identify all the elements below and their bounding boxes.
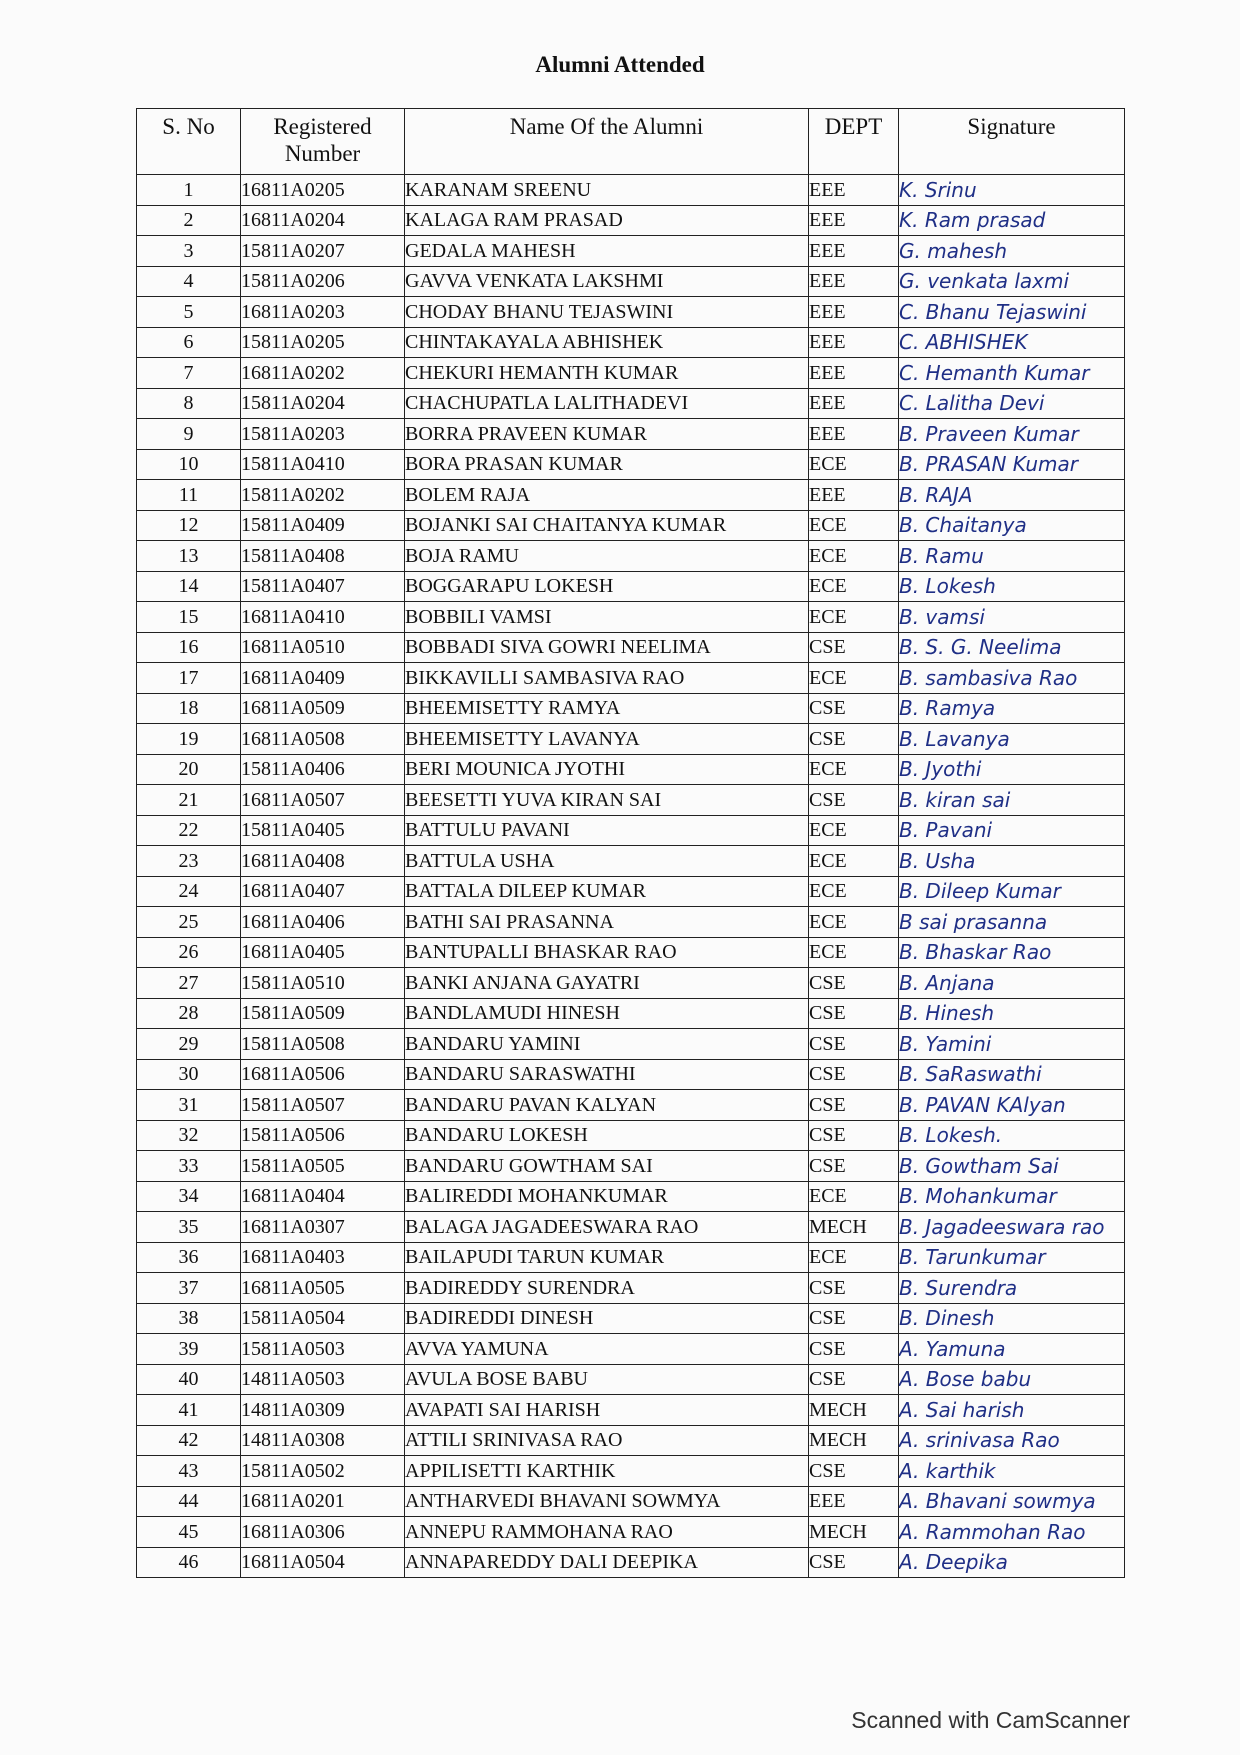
cell-dept: CSE: [809, 1090, 899, 1121]
cell-sno: 5: [137, 297, 241, 328]
cell-registered-number: 15811A0203: [241, 419, 405, 450]
cell-sno: 15: [137, 602, 241, 633]
cell-dept: CSE: [809, 693, 899, 724]
cell-registered-number: 16811A0404: [241, 1181, 405, 1212]
cell-dept: CSE: [809, 1334, 899, 1365]
cell-signature: B. Yamini: [899, 1029, 1125, 1060]
cell-registered-number: 16811A0409: [241, 663, 405, 694]
cell-name: BHEEMISETTY LAVANYA: [405, 724, 809, 755]
cell-name: BOGGARAPU LOKESH: [405, 571, 809, 602]
cell-dept: EEE: [809, 266, 899, 297]
cell-name: BOJANKI SAI CHAITANYA KUMAR: [405, 510, 809, 541]
cell-dept: CSE: [809, 785, 899, 816]
cell-dept: ECE: [809, 571, 899, 602]
cell-registered-number: 16811A0506: [241, 1059, 405, 1090]
cell-name: BATTULU PAVANI: [405, 815, 809, 846]
table-row: [137, 1151, 1125, 1182]
cell-name: ANNEPU RAMMOHANA RAO: [405, 1517, 809, 1548]
cell-signature: A. Bhavani sowmya: [899, 1486, 1125, 1517]
cell-dept: MECH: [809, 1425, 899, 1456]
cell-dept: MECH: [809, 1212, 899, 1243]
cell-signature: C. Hemanth Kumar: [899, 358, 1125, 389]
cell-sno: 23: [137, 846, 241, 877]
page-title: Alumni Attended: [535, 52, 705, 77]
cell-sno: 42: [137, 1425, 241, 1456]
cell-registered-number: 16811A0203: [241, 297, 405, 328]
cell-name: BOBBILI VAMSI: [405, 602, 809, 633]
cell-dept: EEE: [809, 388, 899, 419]
cell-name: BADIREDDI DINESH: [405, 1303, 809, 1334]
cell-signature: B. Dileep Kumar: [899, 876, 1125, 907]
cell-signature: A. karthik: [899, 1456, 1125, 1487]
cell-dept: CSE: [809, 1456, 899, 1487]
cell-signature: A. srinivasa Rao: [899, 1425, 1125, 1456]
cell-registered-number: 15811A0508: [241, 1029, 405, 1060]
cell-sno: 45: [137, 1517, 241, 1548]
header-signature: Signature: [899, 109, 1125, 175]
cell-sno: 34: [137, 1181, 241, 1212]
cell-signature: B. PAVAN KAlyan: [899, 1090, 1125, 1121]
cell-dept: ECE: [809, 876, 899, 907]
cell-signature: B. Dinesh: [899, 1303, 1125, 1334]
cell-name: BORRA PRAVEEN KUMAR: [405, 419, 809, 450]
table-row: [137, 1456, 1125, 1487]
cell-dept: MECH: [809, 1517, 899, 1548]
cell-name: AVVA YAMUNA: [405, 1334, 809, 1365]
table-row: [137, 1486, 1125, 1517]
cell-sno: 35: [137, 1212, 241, 1243]
cell-dept: ECE: [809, 510, 899, 541]
table-row: [137, 1242, 1125, 1273]
cell-dept: ECE: [809, 1181, 899, 1212]
cell-signature: B. Praveen Kumar: [899, 419, 1125, 450]
table-row: [137, 1212, 1125, 1243]
cell-name: BOLEM RAJA: [405, 480, 809, 511]
cell-sno: 26: [137, 937, 241, 968]
cell-dept: ECE: [809, 449, 899, 480]
cell-name: BALIREDDI MOHANKUMAR: [405, 1181, 809, 1212]
cell-registered-number: 16811A0403: [241, 1242, 405, 1273]
cell-signature: B. SaRaswathi: [899, 1059, 1125, 1090]
cell-name: KALAGA RAM PRASAD: [405, 205, 809, 236]
table-row: [137, 846, 1125, 877]
cell-dept: CSE: [809, 632, 899, 663]
cell-signature: C. ABHISHEK: [899, 327, 1125, 358]
cell-dept: CSE: [809, 968, 899, 999]
cell-name: APPILISETTI KARTHIK: [405, 1456, 809, 1487]
cell-registered-number: 16811A0201: [241, 1486, 405, 1517]
cell-sno: 9: [137, 419, 241, 450]
cell-signature: B. Mohankumar: [899, 1181, 1125, 1212]
cell-sno: 27: [137, 968, 241, 999]
cell-registered-number: 15811A0407: [241, 571, 405, 602]
cell-registered-number: 15811A0406: [241, 754, 405, 785]
cell-registered-number: 15811A0205: [241, 327, 405, 358]
cell-signature: G. venkata laxmi: [899, 266, 1125, 297]
cell-sno: 18: [137, 693, 241, 724]
table-row: [137, 1303, 1125, 1334]
cell-signature: K. Srinu: [899, 175, 1125, 206]
table-row: [137, 205, 1125, 236]
cell-name: CHODAY BHANU TEJASWINI: [405, 297, 809, 328]
cell-registered-number: 16811A0204: [241, 205, 405, 236]
table-row: [137, 1273, 1125, 1304]
table-row: [137, 907, 1125, 938]
cell-sno: 16: [137, 632, 241, 663]
table-row: [137, 1395, 1125, 1426]
cell-registered-number: 15811A0510: [241, 968, 405, 999]
cell-signature: B. Jagadeeswara rao: [899, 1212, 1125, 1243]
cell-sno: 7: [137, 358, 241, 389]
cell-name: BANDARU PAVAN KALYAN: [405, 1090, 809, 1121]
table-row: [137, 663, 1125, 694]
cell-sno: 6: [137, 327, 241, 358]
table-row: [137, 571, 1125, 602]
table-row: [137, 266, 1125, 297]
cell-dept: CSE: [809, 998, 899, 1029]
cell-name: BATTALA DILEEP KUMAR: [405, 876, 809, 907]
scanner-watermark: Scanned with CamScanner: [851, 1707, 1130, 1733]
cell-registered-number: 16811A0306: [241, 1517, 405, 1548]
cell-registered-number: 15811A0202: [241, 480, 405, 511]
cell-registered-number: 16811A0510: [241, 632, 405, 663]
cell-signature: B. S. G. Neelima: [899, 632, 1125, 663]
cell-name: ANNAPAREDDY DALI DEEPIKA: [405, 1547, 809, 1578]
table-row: [137, 236, 1125, 267]
cell-registered-number: 16811A0407: [241, 876, 405, 907]
cell-dept: ECE: [809, 907, 899, 938]
cell-signature: A. Rammohan Rao: [899, 1517, 1125, 1548]
cell-name: BANDARU GOWTHAM SAI: [405, 1151, 809, 1182]
cell-signature: B. Lokesh: [899, 571, 1125, 602]
cell-dept: EEE: [809, 205, 899, 236]
cell-sno: 4: [137, 266, 241, 297]
table-header-row: [137, 109, 1125, 175]
table-row: [137, 1425, 1125, 1456]
cell-registered-number: 15811A0502: [241, 1456, 405, 1487]
cell-signature: B. PRASAN Kumar: [899, 449, 1125, 480]
cell-dept: CSE: [809, 1303, 899, 1334]
cell-sno: 20: [137, 754, 241, 785]
cell-sno: 3: [137, 236, 241, 267]
cell-signature: A. Sai harish: [899, 1395, 1125, 1426]
cell-signature: B. Ramya: [899, 693, 1125, 724]
cell-sno: 32: [137, 1120, 241, 1151]
cell-name: BHEEMISETTY RAMYA: [405, 693, 809, 724]
cell-registered-number: 16811A0205: [241, 175, 405, 206]
cell-signature: B. Gowtham Sai: [899, 1151, 1125, 1182]
cell-registered-number: 16811A0406: [241, 907, 405, 938]
table-row: [137, 1547, 1125, 1578]
table-row: [137, 1090, 1125, 1121]
cell-dept: CSE: [809, 1151, 899, 1182]
cell-registered-number: 15811A0409: [241, 510, 405, 541]
cell-sno: 22: [137, 815, 241, 846]
cell-dept: MECH: [809, 1395, 899, 1426]
cell-sno: 41: [137, 1395, 241, 1426]
cell-sno: 38: [137, 1303, 241, 1334]
cell-signature: A. Yamuna: [899, 1334, 1125, 1365]
cell-dept: ECE: [809, 846, 899, 877]
cell-registered-number: 16811A0405: [241, 937, 405, 968]
cell-signature: B. vamsi: [899, 602, 1125, 633]
cell-signature: B. Surendra: [899, 1273, 1125, 1304]
cell-name: BAILAPUDI TARUN KUMAR: [405, 1242, 809, 1273]
cell-sno: 14: [137, 571, 241, 602]
table-row: [137, 998, 1125, 1029]
cell-sno: 25: [137, 907, 241, 938]
cell-signature: B. Bhaskar Rao: [899, 937, 1125, 968]
cell-signature: B. Hinesh: [899, 998, 1125, 1029]
cell-name: BANKI ANJANA GAYATRI: [405, 968, 809, 999]
table-row: [137, 480, 1125, 511]
cell-registered-number: 14811A0308: [241, 1425, 405, 1456]
cell-registered-number: 16811A0509: [241, 693, 405, 724]
cell-sno: 37: [137, 1273, 241, 1304]
cell-sno: 21: [137, 785, 241, 816]
table-row: [137, 815, 1125, 846]
cell-sno: 10: [137, 449, 241, 480]
cell-dept: EEE: [809, 480, 899, 511]
table-row: [137, 1364, 1125, 1395]
cell-name: BATHI SAI PRASANNA: [405, 907, 809, 938]
cell-name: BERI MOUNICA JYOTHI: [405, 754, 809, 785]
cell-name: BANDARU LOKESH: [405, 1120, 809, 1151]
cell-name: GAVVA VENKATA LAKSHMI: [405, 266, 809, 297]
cell-registered-number: 16811A0507: [241, 785, 405, 816]
cell-registered-number: 15811A0504: [241, 1303, 405, 1334]
cell-sno: 46: [137, 1547, 241, 1578]
cell-dept: ECE: [809, 754, 899, 785]
cell-registered-number: 15811A0509: [241, 998, 405, 1029]
cell-sno: 44: [137, 1486, 241, 1517]
cell-dept: EEE: [809, 297, 899, 328]
cell-registered-number: 16811A0410: [241, 602, 405, 633]
cell-sno: 11: [137, 480, 241, 511]
cell-dept: CSE: [809, 1273, 899, 1304]
cell-registered-number: 15811A0410: [241, 449, 405, 480]
cell-dept: ECE: [809, 602, 899, 633]
cell-registered-number: 15811A0405: [241, 815, 405, 846]
cell-signature: B. RAJA: [899, 480, 1125, 511]
cell-name: BANDLAMUDI HINESH: [405, 998, 809, 1029]
cell-registered-number: 15811A0207: [241, 236, 405, 267]
table-body: [137, 175, 1125, 1578]
cell-name: BADIREDDY SURENDRA: [405, 1273, 809, 1304]
cell-signature: G. mahesh: [899, 236, 1125, 267]
cell-sno: 17: [137, 663, 241, 694]
cell-dept: ECE: [809, 815, 899, 846]
cell-name: ATTILI SRINIVASA RAO: [405, 1425, 809, 1456]
cell-signature: B sai prasanna: [899, 907, 1125, 938]
cell-signature: C. Lalitha Devi: [899, 388, 1125, 419]
cell-name: BANDARU YAMINI: [405, 1029, 809, 1060]
header-registered-number: Registered Number: [241, 109, 405, 175]
cell-name: BOJA RAMU: [405, 541, 809, 572]
cell-name: BANDARU SARASWATHI: [405, 1059, 809, 1090]
table-row: [137, 449, 1125, 480]
table-row: [137, 602, 1125, 633]
cell-name: BOBBADI SIVA GOWRI NEELIMA: [405, 632, 809, 663]
table-row: [137, 632, 1125, 663]
cell-registered-number: 15811A0206: [241, 266, 405, 297]
cell-sno: 43: [137, 1456, 241, 1487]
cell-dept: EEE: [809, 175, 899, 206]
cell-registered-number: 14811A0309: [241, 1395, 405, 1426]
table-row: [137, 1517, 1125, 1548]
cell-signature: C. Bhanu Tejaswini: [899, 297, 1125, 328]
cell-name: ANTHARVEDI BHAVANI SOWMYA: [405, 1486, 809, 1517]
cell-signature: K. Ram prasad: [899, 205, 1125, 236]
cell-dept: ECE: [809, 937, 899, 968]
cell-registered-number: 16811A0508: [241, 724, 405, 755]
header-name: Name Of the Alumni: [405, 109, 809, 175]
header-sno: S. No: [137, 109, 241, 175]
cell-registered-number: 15811A0408: [241, 541, 405, 572]
cell-registered-number: 16811A0202: [241, 358, 405, 389]
cell-name: CHEKURI HEMANTH KUMAR: [405, 358, 809, 389]
cell-dept: CSE: [809, 1364, 899, 1395]
cell-registered-number: 15811A0506: [241, 1120, 405, 1151]
cell-name: BALAGA JAGADEESWARA RAO: [405, 1212, 809, 1243]
cell-dept: CSE: [809, 724, 899, 755]
cell-signature: B. Anjana: [899, 968, 1125, 999]
cell-dept: EEE: [809, 1486, 899, 1517]
cell-signature: B. Lokesh.: [899, 1120, 1125, 1151]
table-row: [137, 510, 1125, 541]
table-row: [137, 1120, 1125, 1151]
cell-sno: 30: [137, 1059, 241, 1090]
cell-dept: CSE: [809, 1029, 899, 1060]
cell-registered-number: 15811A0503: [241, 1334, 405, 1365]
table-row: [137, 541, 1125, 572]
cell-signature: B. Ramu: [899, 541, 1125, 572]
table-row: [137, 175, 1125, 206]
cell-signature: B. Tarunkumar: [899, 1242, 1125, 1273]
cell-registered-number: 15811A0204: [241, 388, 405, 419]
cell-dept: CSE: [809, 1547, 899, 1578]
table-row: [137, 937, 1125, 968]
table-row: [137, 876, 1125, 907]
table-row: [137, 327, 1125, 358]
cell-sno: 1: [137, 175, 241, 206]
cell-name: BATTULA USHA: [405, 846, 809, 877]
table-row: [137, 358, 1125, 389]
table-row: [137, 1181, 1125, 1212]
cell-registered-number: 16811A0307: [241, 1212, 405, 1243]
cell-dept: EEE: [809, 419, 899, 450]
cell-sno: 33: [137, 1151, 241, 1182]
cell-dept: EEE: [809, 236, 899, 267]
cell-sno: 13: [137, 541, 241, 572]
cell-signature: B. Jyothi: [899, 754, 1125, 785]
cell-sno: 39: [137, 1334, 241, 1365]
cell-signature: B. sambasiva Rao: [899, 663, 1125, 694]
table-row: [137, 1029, 1125, 1060]
cell-signature: A. Deepika: [899, 1547, 1125, 1578]
cell-name: BORA PRASAN KUMAR: [405, 449, 809, 480]
table-row: [137, 968, 1125, 999]
cell-registered-number: 16811A0408: [241, 846, 405, 877]
cell-name: BIKKAVILLI SAMBASIVA RAO: [405, 663, 809, 694]
cell-signature: B. kiran sai: [899, 785, 1125, 816]
table-row: [137, 1059, 1125, 1090]
cell-sno: 31: [137, 1090, 241, 1121]
cell-signature: B. Chaitanya: [899, 510, 1125, 541]
alumni-table: [136, 108, 1125, 1578]
cell-name: KARANAM SREENU: [405, 175, 809, 206]
cell-registered-number: 16811A0504: [241, 1547, 405, 1578]
cell-dept: ECE: [809, 1242, 899, 1273]
cell-name: CHINTAKAYALA ABHISHEK: [405, 327, 809, 358]
cell-signature: B. Usha: [899, 846, 1125, 877]
table-row: [137, 419, 1125, 450]
table-row: [137, 785, 1125, 816]
table-row: [137, 724, 1125, 755]
cell-sno: 8: [137, 388, 241, 419]
cell-dept: CSE: [809, 1120, 899, 1151]
cell-name: AVULA BOSE BABU: [405, 1364, 809, 1395]
cell-dept: ECE: [809, 541, 899, 572]
cell-name: CHACHUPATLA LALITHADEVI: [405, 388, 809, 419]
cell-registered-number: 14811A0503: [241, 1364, 405, 1395]
cell-name: BEESETTI YUVA KIRAN SAI: [405, 785, 809, 816]
cell-registered-number: 15811A0505: [241, 1151, 405, 1182]
cell-dept: EEE: [809, 327, 899, 358]
cell-registered-number: 16811A0505: [241, 1273, 405, 1304]
cell-sno: 24: [137, 876, 241, 907]
cell-sno: 29: [137, 1029, 241, 1060]
cell-dept: EEE: [809, 358, 899, 389]
cell-signature: B. Lavanya: [899, 724, 1125, 755]
table-row: [137, 1334, 1125, 1365]
table-row: [137, 388, 1125, 419]
cell-dept: ECE: [809, 663, 899, 694]
cell-signature: B. Pavani: [899, 815, 1125, 846]
cell-sno: 28: [137, 998, 241, 1029]
cell-sno: 19: [137, 724, 241, 755]
cell-sno: 2: [137, 205, 241, 236]
cell-signature: A. Bose babu: [899, 1364, 1125, 1395]
cell-name: GEDALA MAHESH: [405, 236, 809, 267]
cell-sno: 40: [137, 1364, 241, 1395]
cell-name: AVAPATI SAI HARISH: [405, 1395, 809, 1426]
table-row: [137, 297, 1125, 328]
table-row: [137, 754, 1125, 785]
cell-dept: CSE: [809, 1059, 899, 1090]
cell-name: BANTUPALLI BHASKAR RAO: [405, 937, 809, 968]
header-dept: DEPT: [809, 109, 899, 175]
table-row: [137, 693, 1125, 724]
cell-registered-number: 15811A0507: [241, 1090, 405, 1121]
cell-sno: 12: [137, 510, 241, 541]
cell-sno: 36: [137, 1242, 241, 1273]
